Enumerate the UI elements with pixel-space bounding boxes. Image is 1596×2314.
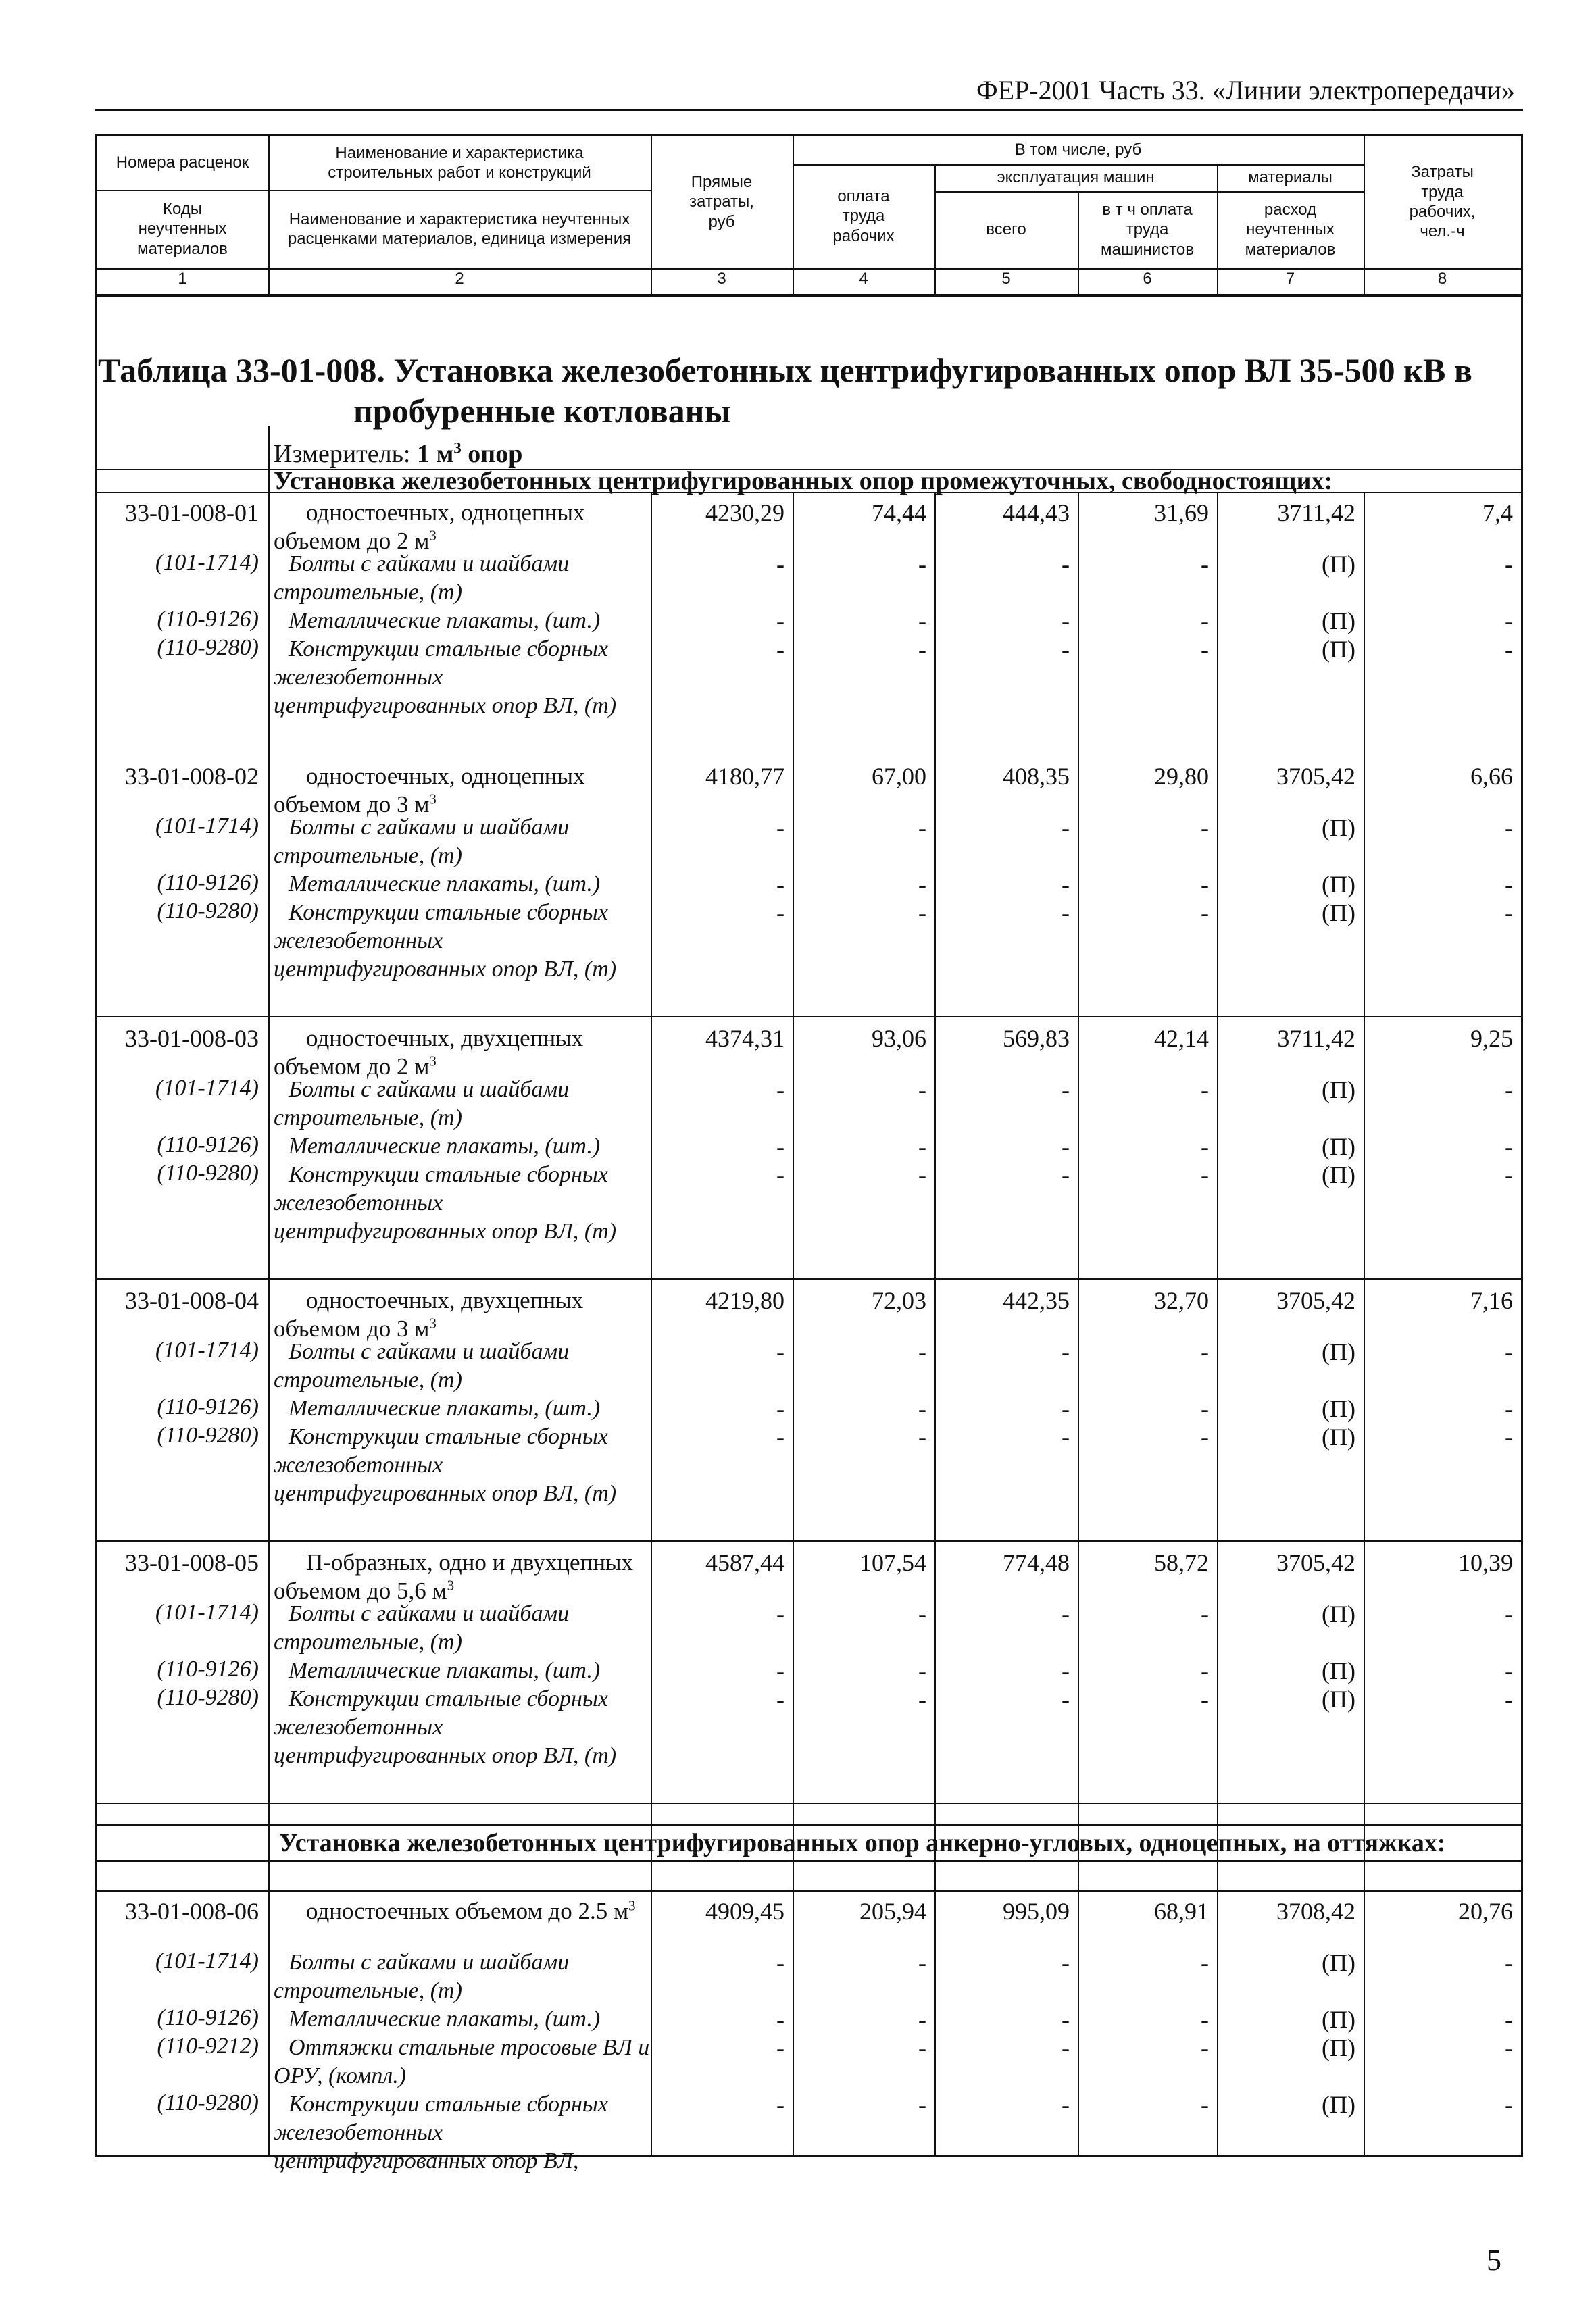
rate-code: 33-01-008-06 <box>125 1898 259 1925</box>
materials-value: 3708,42 <box>1276 1898 1355 1925</box>
material-dash: - <box>1062 1338 1070 1365</box>
col-number-4: 4 <box>859 270 868 288</box>
material-dash: - <box>1505 1601 1513 1628</box>
material-dash: - <box>776 1338 784 1365</box>
material-dash: - <box>1062 1949 1070 1976</box>
material-dash: - <box>1505 871 1513 898</box>
material-dash: - <box>1201 636 1209 663</box>
material-dash: - <box>918 2006 926 2033</box>
col-materials: материалы <box>1248 168 1332 187</box>
materials-value: 3711,42 <box>1277 1025 1355 1052</box>
material-p-mark: (П) <box>1322 814 1355 841</box>
material-dash: - <box>1201 2034 1209 2061</box>
material-dash: - <box>1201 814 1209 841</box>
rate-description-sup: 3 <box>628 1897 636 1914</box>
rate-description <box>274 499 652 555</box>
material-description-text: Оттяжки стальные тросовые ВЛ и ОРУ, (компл.) <box>274 2035 650 2088</box>
material-description <box>274 813 652 870</box>
labor-pay-value: 107,54 <box>859 1549 926 1576</box>
material-dash: - <box>1201 1949 1209 1976</box>
labor-hours-value: 9,25 <box>1470 1025 1513 1052</box>
material-code: (110-9126) <box>157 1657 259 1682</box>
material-dash: - <box>1201 899 1209 926</box>
rate-code: 33-01-008-01 <box>125 499 259 526</box>
labor-pay-value: 74,44 <box>872 499 926 526</box>
material-dash: - <box>1062 2091 1070 2118</box>
material-description <box>274 550 652 607</box>
material-description <box>274 1685 652 1770</box>
material-p-mark: (П) <box>1322 1424 1355 1451</box>
material-dash: - <box>776 1949 784 1976</box>
material-dash: - <box>1201 1338 1209 1365</box>
material-dash: - <box>1062 1161 1070 1188</box>
material-description-text: Конструкции стальные сборных железобетонных центрифугированных опор ВЛ, (т) <box>274 1162 617 1244</box>
material-dash: - <box>1505 636 1513 663</box>
col-work-name: Наименование и характеристика строительных работ и конструкций <box>328 143 591 182</box>
material-description <box>274 1394 652 1423</box>
material-dash: - <box>1505 1133 1513 1160</box>
material-dash: - <box>1201 2091 1209 2118</box>
material-dash: - <box>1201 607 1209 634</box>
material-code: (101-1714) <box>155 1600 259 1625</box>
machines-value: 774,48 <box>1003 1549 1070 1576</box>
material-description-text: Конструкции стальные сборных железобетонных центрифугированных опор ВЛ, <box>274 2092 608 2173</box>
material-dash: - <box>918 607 926 634</box>
material-dash: - <box>1505 1686 1513 1713</box>
material-dash: - <box>1505 1161 1513 1188</box>
labor-pay-value: 205,94 <box>859 1898 926 1925</box>
material-description-text: Конструкции стальные сборных железобетонных центрифугированных опор ВЛ, (т) <box>274 900 617 982</box>
material-description-text: Болты с гайками и шайбами строительные, (т) <box>274 1950 570 2003</box>
machines-value: 408,35 <box>1003 763 1070 790</box>
material-dash: - <box>918 1949 926 1976</box>
material-dash: - <box>918 1424 926 1451</box>
labor-pay-value: 93,06 <box>872 1025 926 1052</box>
material-dash: - <box>1505 1424 1513 1451</box>
rate-description-sup: 3 <box>429 1053 437 1070</box>
rate-description-text <box>274 1549 652 1605</box>
machinist-pay-value: 58,72 <box>1154 1549 1209 1576</box>
material-description-text: Болты с гайками и шайбами строительные, (т) <box>274 815 570 868</box>
material-dash: - <box>1062 2006 1070 2033</box>
rate-description-main: одностоечных, одноцепных объемом до 3 м <box>274 763 585 818</box>
material-dash: - <box>918 1133 926 1160</box>
material-description-text: Болты с гайками и шайбами строительные, (т) <box>274 551 570 605</box>
material-p-mark: (П) <box>1322 1686 1355 1713</box>
material-code: (110-9126) <box>157 1394 259 1419</box>
rate-code: 33-01-008-05 <box>125 1549 259 1576</box>
labor-hours-value: 20,76 <box>1458 1898 1513 1925</box>
col-number-8: 8 <box>1437 270 1447 288</box>
material-dash: - <box>1201 1395 1209 1422</box>
material-p-mark: (П) <box>1322 1338 1355 1365</box>
material-dash: - <box>1062 1395 1070 1422</box>
material-dash: - <box>776 1133 784 1160</box>
direct-costs-value: 4230,29 <box>705 499 784 526</box>
material-dash: - <box>776 2034 784 2061</box>
material-code: (110-9280) <box>157 1161 259 1186</box>
material-description <box>274 870 652 899</box>
material-dash: - <box>1062 814 1070 841</box>
document-header: ФЕР-2001 Часть 33. «Линии электропередачи» <box>976 75 1515 105</box>
material-description <box>274 635 652 720</box>
material-dash: - <box>1505 2006 1513 2033</box>
labor-hours-value: 7,4 <box>1482 499 1513 526</box>
rate-description-main: одностоечных, одноцепных объемом до 2 м <box>274 499 585 554</box>
material-code: (110-9280) <box>157 899 259 924</box>
rate-description-text <box>274 1897 652 1926</box>
rate-description-main: П-образных, одно и двухцепных объемом до 5,6 м <box>274 1549 633 1604</box>
col-machines: эксплуатация машин <box>997 168 1155 187</box>
material-description <box>274 1657 652 1685</box>
material-dash: - <box>1505 607 1513 634</box>
material-description-text: Болты с гайками и шайбами строительные, (т) <box>274 1077 570 1130</box>
material-dash: - <box>1505 2034 1513 2061</box>
col-number-3: 3 <box>717 270 726 288</box>
material-dash: - <box>1505 814 1513 841</box>
material-p-mark: (П) <box>1322 1657 1355 1684</box>
material-dash: - <box>1505 1395 1513 1422</box>
material-dash: - <box>1505 899 1513 926</box>
material-dash: - <box>1201 2006 1209 2033</box>
material-code: (101-1714) <box>155 1948 259 1973</box>
machinist-pay-value: 68,91 <box>1154 1898 1209 1925</box>
labor-hours-value: 10,39 <box>1458 1549 1513 1576</box>
material-dash: - <box>776 814 784 841</box>
material-description <box>274 2034 652 2090</box>
material-dash: - <box>918 1601 926 1628</box>
table-title: Таблица 33-01-008. Установка железобетонных центрифугированных опор ВЛ 35-500 кВ в пробуренные котлованы <box>98 351 1472 430</box>
col-rate-numbers: Номера расценок <box>116 153 249 172</box>
material-dash: - <box>1201 1076 1209 1103</box>
direct-costs-value: 4587,44 <box>705 1549 784 1576</box>
material-description-text: Металлические плакаты, (шт.) <box>289 1658 601 1683</box>
material-description-text: Конструкции стальные сборных железобетонных центрифугированных опор ВЛ, (т) <box>274 1424 617 1506</box>
material-p-mark: (П) <box>1322 636 1355 663</box>
material-description-text: Металлические плакаты, (шт.) <box>289 1134 601 1159</box>
rate-description <box>274 762 652 819</box>
material-p-mark: (П) <box>1322 1601 1355 1628</box>
material-dash: - <box>1062 1424 1070 1451</box>
column-header <box>95 134 1523 296</box>
material-description <box>274 607 652 635</box>
machinist-pay-value: 29,80 <box>1154 763 1209 790</box>
material-description <box>274 1132 652 1161</box>
rate-description <box>274 1286 652 1343</box>
material-description-text: Металлические плакаты, (шт.) <box>289 872 601 897</box>
rate-description-sup: 3 <box>429 527 437 544</box>
rate-code: 33-01-008-03 <box>125 1025 259 1052</box>
material-description <box>274 899 652 984</box>
material-dash: - <box>918 1338 926 1365</box>
col-including: В том числе, руб <box>1014 141 1142 159</box>
machinist-pay-value: 32,70 <box>1154 1287 1209 1314</box>
material-dash: - <box>918 1076 926 1103</box>
rates-table <box>95 296 1523 2173</box>
material-code: (110-9280) <box>157 1685 259 1710</box>
material-dash: - <box>918 899 926 926</box>
material-dash: - <box>1201 1424 1209 1451</box>
rate-code: 33-01-008-02 <box>125 763 259 790</box>
rate-description <box>274 1897 652 1926</box>
rate-description <box>274 1024 652 1081</box>
rate-description-sup: 3 <box>429 1315 437 1332</box>
material-code: (101-1714) <box>155 1338 259 1363</box>
material-p-mark: (П) <box>1322 899 1355 926</box>
material-code: (110-9126) <box>157 870 259 895</box>
header-rule <box>95 109 1523 111</box>
material-dash: - <box>1062 1686 1070 1713</box>
material-dash: - <box>776 1395 784 1422</box>
material-description <box>274 1948 652 2005</box>
col-number-2: 2 <box>455 270 464 288</box>
machines-value: 444,43 <box>1003 499 1070 526</box>
material-dash: - <box>776 2091 784 2118</box>
col-number-6: 6 <box>1143 270 1152 288</box>
col-number-1: 1 <box>178 270 187 288</box>
machines-value: 569,83 <box>1003 1025 1070 1052</box>
col-labor-pay: оплата труда рабочих <box>832 187 895 245</box>
material-dash: - <box>1062 2034 1070 2061</box>
rate-description-sup: 3 <box>447 1577 455 1594</box>
material-dash: - <box>776 899 784 926</box>
material-p-mark: (П) <box>1322 1076 1355 1103</box>
material-code: (110-9212) <box>157 2034 259 2059</box>
rate-description <box>274 1549 652 1605</box>
rate-description-main: одностоечных, двухцепных объемом до 3 м <box>274 1287 584 1342</box>
material-dash: - <box>776 2006 784 2033</box>
material-description-text: Металлические плакаты, (шт.) <box>289 608 601 633</box>
material-dash: - <box>1505 1338 1513 1365</box>
material-p-mark: (П) <box>1322 607 1355 634</box>
material-dash: - <box>918 871 926 898</box>
material-dash: - <box>918 551 926 578</box>
material-dash: - <box>1505 1949 1513 1976</box>
col-number-5: 5 <box>1001 270 1011 288</box>
section-header-2: Установка железобетонных центрифугированных опор анкерно-угловых, одноцепных, на оттяжках: <box>279 1829 1446 1857</box>
material-code: (110-9126) <box>157 1132 259 1157</box>
material-dash: - <box>918 1686 926 1713</box>
material-dash: - <box>776 1161 784 1188</box>
direct-costs-value: 4374,31 <box>705 1025 784 1052</box>
rate-code: 33-01-008-04 <box>125 1287 259 1314</box>
material-description-text: Болты с гайками и шайбами строительные, (т) <box>274 1601 570 1655</box>
material-dash: - <box>776 871 784 898</box>
material-description-text: Болты с гайками и шайбами строительные, (т) <box>274 1339 570 1392</box>
material-dash: - <box>1062 636 1070 663</box>
material-code: (101-1714) <box>155 1076 259 1101</box>
material-description <box>274 1076 652 1132</box>
col-material-codes: Коды неучтенных материалов <box>137 200 228 258</box>
table-meter: Измеритель: 1 $м^3$ опор <box>274 439 523 468</box>
materials-value: 3705,42 <box>1276 1287 1355 1314</box>
material-dash: - <box>1505 551 1513 578</box>
material-dash: - <box>918 2091 926 2118</box>
material-dash: - <box>1505 2091 1513 2118</box>
material-description <box>274 1161 652 1246</box>
material-dash: - <box>1201 1686 1209 1713</box>
material-code: (110-9280) <box>157 2090 259 2115</box>
material-p-mark: (П) <box>1322 1161 1355 1188</box>
material-code: (110-9280) <box>157 635 259 660</box>
material-dash: - <box>1201 551 1209 578</box>
material-dash: - <box>918 814 926 841</box>
material-description-text: Металлические плакаты, (шт.) <box>289 2007 601 2032</box>
material-description <box>274 2090 652 2175</box>
rate-description-text <box>274 499 652 555</box>
material-dash: - <box>776 1076 784 1103</box>
material-dash: - <box>1062 1076 1070 1103</box>
labor-pay-value: 67,00 <box>872 763 926 790</box>
material-dash: - <box>1201 1161 1209 1188</box>
col-machines-total: всего <box>986 220 1026 239</box>
material-dash: - <box>776 1686 784 1713</box>
materials-value: 3705,42 <box>1276 763 1355 790</box>
material-dash: - <box>1201 871 1209 898</box>
material-dash: - <box>776 1601 784 1628</box>
material-description-text: Конструкции стальные сборных железобетонных центрифугированных опор ВЛ, (т) <box>274 1686 617 1768</box>
material-dash: - <box>1062 899 1070 926</box>
rate-description-text <box>274 1286 652 1343</box>
material-dash: - <box>1062 1601 1070 1628</box>
material-dash: - <box>918 1657 926 1684</box>
material-dash: - <box>776 636 784 663</box>
material-p-mark: (П) <box>1322 2006 1355 2033</box>
direct-costs-value: 4909,45 <box>705 1898 784 1925</box>
machinist-pay-value: 42,14 <box>1154 1025 1209 1052</box>
material-dash: - <box>1201 1657 1209 1684</box>
material-p-mark: (П) <box>1322 551 1355 578</box>
col-number-7: 7 <box>1285 270 1295 288</box>
rate-description-text <box>274 762 652 819</box>
material-dash: - <box>918 636 926 663</box>
material-description <box>274 2005 652 2034</box>
col-materials-unaccounted: расход неучтенных материалов <box>1245 201 1336 259</box>
material-dash: - <box>1062 1657 1070 1684</box>
material-p-mark: (П) <box>1322 1133 1355 1160</box>
material-p-mark: (П) <box>1322 2091 1355 2118</box>
material-dash: - <box>1505 1657 1513 1684</box>
material-p-mark: (П) <box>1322 1395 1355 1422</box>
material-p-mark: (П) <box>1322 1949 1355 1976</box>
material-dash: - <box>1201 1133 1209 1160</box>
material-code: (110-9126) <box>157 607 259 632</box>
rate-description-sup: 3 <box>429 790 437 807</box>
material-dash: - <box>1505 1076 1513 1103</box>
material-description-text: Конструкции стальные сборных железобетонных центрифугированных опор ВЛ, (т) <box>274 636 617 718</box>
col-labor-hours: Затраты труда рабочих, чел.-ч <box>1409 163 1476 241</box>
material-description <box>274 1423 652 1508</box>
rate-description-text <box>274 1024 652 1081</box>
page-number: 5 <box>1487 2244 1501 2277</box>
direct-costs-value: 4180,77 <box>705 763 784 790</box>
material-dash: - <box>918 1395 926 1422</box>
material-description <box>274 1338 652 1394</box>
material-dash: - <box>1062 551 1070 578</box>
material-p-mark: (П) <box>1322 871 1355 898</box>
material-dash: - <box>776 1424 784 1451</box>
material-dash: - <box>918 2034 926 2061</box>
labor-hours-value: 6,66 <box>1470 763 1513 790</box>
rate-description-main: одностоечных объемом до 2.5 м <box>306 1898 629 1924</box>
material-p-mark: (П) <box>1322 2034 1355 2061</box>
material-dash: - <box>1062 871 1070 898</box>
section-header-1: Установка железобетонных центрифугированных опор промежуточных, свободностоящих: <box>274 467 1333 495</box>
rate-description-main: одностоечных, двухцепных объемом до 2 м <box>274 1025 584 1080</box>
col-direct-costs: Прямые затраты, руб <box>689 173 754 231</box>
material-code: (110-9126) <box>157 2005 259 2030</box>
material-code: (101-1714) <box>155 550 259 575</box>
material-description-text: Металлические плакаты, (шт.) <box>289 1396 601 1421</box>
material-dash: - <box>776 551 784 578</box>
material-dash: - <box>776 1657 784 1684</box>
material-dash: - <box>1201 1601 1209 1628</box>
machinist-pay-value: 31,69 <box>1154 499 1209 526</box>
material-dash: - <box>1062 607 1070 634</box>
machines-value: 995,09 <box>1003 1898 1070 1925</box>
material-dash: - <box>918 1161 926 1188</box>
material-code: (101-1714) <box>155 813 259 838</box>
col-material-name: Наименование и характеристика неучтенных расценками материалов, единица измерения <box>287 209 632 248</box>
machines-value: 442,35 <box>1003 1287 1070 1314</box>
material-dash: - <box>1062 1133 1070 1160</box>
materials-value: 3711,42 <box>1277 499 1355 526</box>
labor-hours-value: 7,16 <box>1470 1287 1513 1314</box>
labor-pay-value: 72,03 <box>872 1287 926 1314</box>
col-machinist-pay: в т ч оплата труда машинистов <box>1101 201 1195 259</box>
materials-value: 3705,42 <box>1276 1549 1355 1576</box>
direct-costs-value: 4219,80 <box>705 1287 784 1314</box>
material-code: (110-9280) <box>157 1423 259 1448</box>
material-description <box>274 1600 652 1657</box>
material-dash: - <box>776 607 784 634</box>
